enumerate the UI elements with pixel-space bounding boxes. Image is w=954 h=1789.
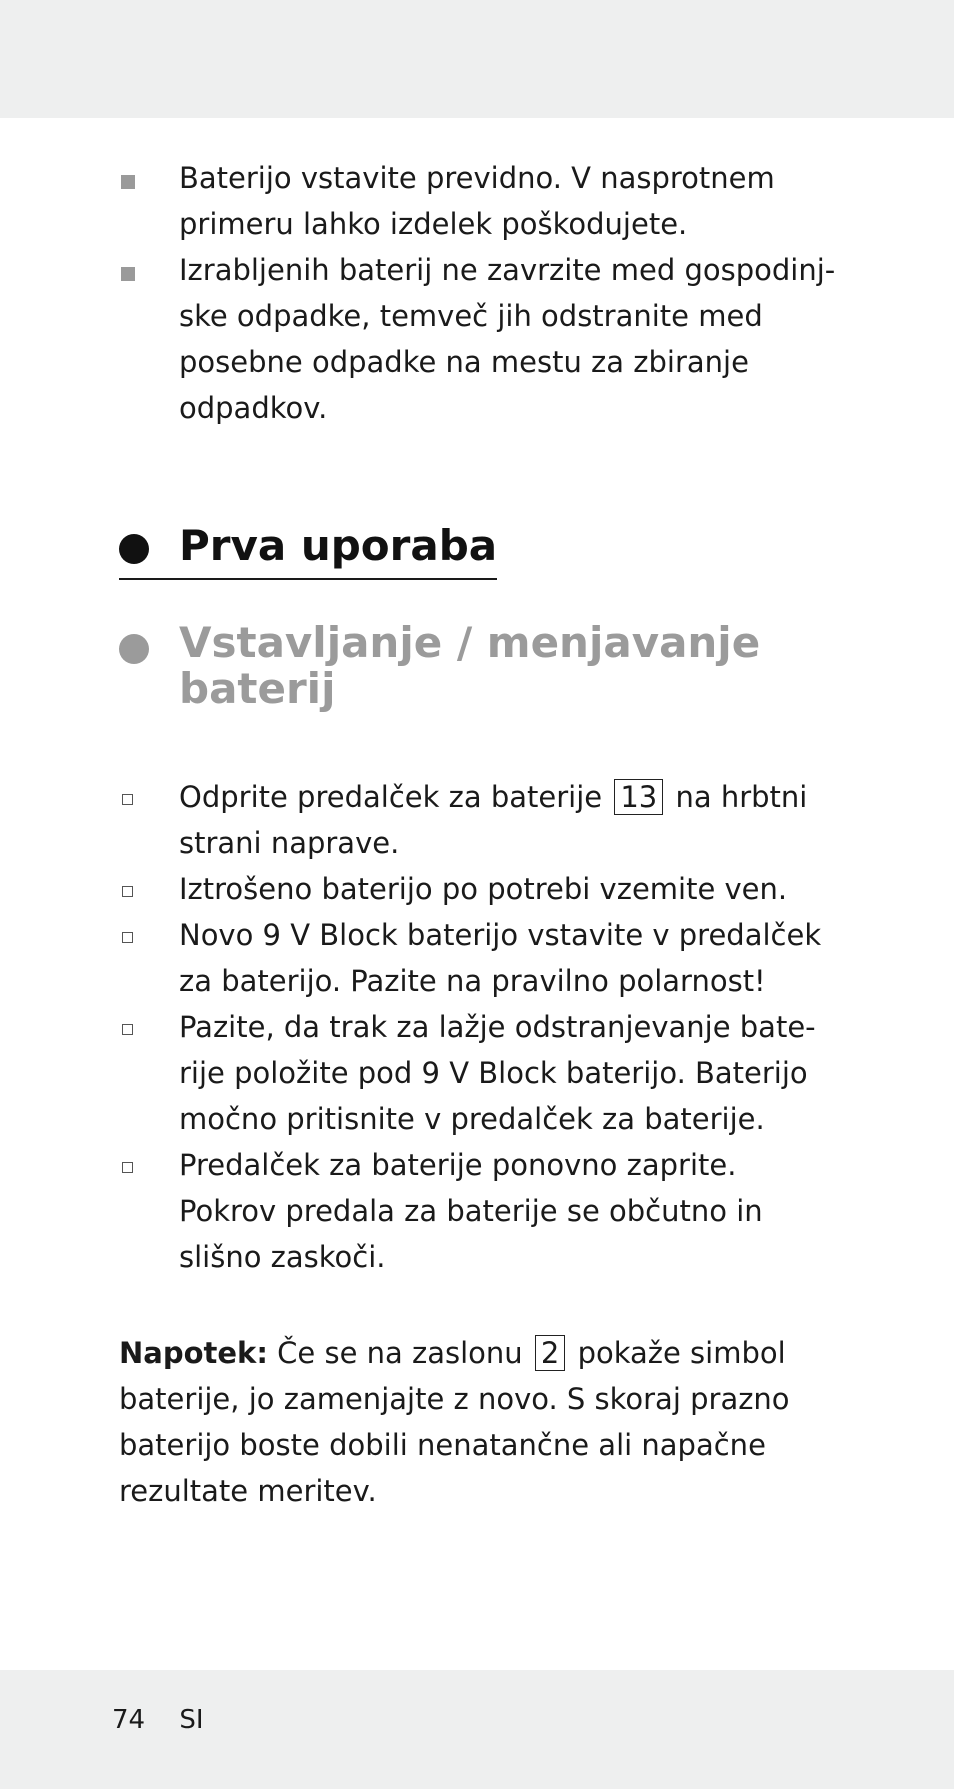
bullet-text: Izrabljenih baterij ne zavrzite med gospodinj-ske odpadke, temveč jih odstranite med posebne odpadke na mestu za zbiranje odpadkov. (179, 253, 836, 425)
checkbox-bullet-icon (122, 1162, 133, 1173)
language-code: SI (179, 1705, 204, 1735)
subsection-heading (119, 620, 839, 712)
step-item (119, 912, 839, 1004)
list-item (119, 247, 839, 431)
page-content (119, 155, 839, 1543)
reference-number: 2 (535, 1335, 565, 1371)
step-text: Iztrošeno baterijo po potrebi vzemite ven. (179, 872, 788, 906)
checkbox-bullet-icon (122, 932, 133, 943)
step-text: na hrbtni strani naprave. (179, 780, 808, 860)
subsection-title: Vstavljanje / menjavanje baterij (179, 618, 761, 713)
checkbox-bullet-icon (122, 886, 133, 897)
bullet-text: Baterijo vstavite previdno. V nasprotnem primeru lahko izdelek poškodujete. (179, 161, 775, 241)
steps-list (119, 774, 839, 1280)
black-dot-icon (119, 534, 149, 564)
step-text: Pazite, da trak za lažje odstranjevanje bate-rije položite pod 9 V Block baterijo. Baterijo močno pritisnite v predalček za baterije. (179, 1010, 816, 1136)
note-label: Napotek: (119, 1336, 268, 1370)
reference-number: 13 (614, 779, 663, 815)
note-paragraph (119, 1330, 839, 1514)
note-text: Če se na zaslonu (277, 1336, 523, 1370)
list-item (119, 155, 839, 247)
square-bullet-icon (121, 175, 135, 189)
checkbox-bullet-icon (122, 1024, 133, 1035)
section-heading (119, 520, 497, 580)
step-text: Predalček za baterije ponovno zaprite. Pokrov predala za baterije se občutno in slišno zaskoči. (179, 1148, 763, 1274)
header-band (0, 0, 954, 118)
page-number: 74 (112, 1705, 146, 1735)
step-item (119, 1004, 839, 1142)
step-item (119, 774, 839, 866)
gray-dot-icon (119, 634, 149, 664)
checkbox-bullet-icon (122, 794, 133, 805)
safety-list (119, 155, 839, 431)
step-item (119, 866, 839, 912)
step-text: Novo 9 V Block baterijo vstavite v predalček za baterijo. Pazite na pravilno polarnost! (179, 918, 822, 998)
note-text: pokaže simbol baterije, jo zamenjajte z novo. S skoraj prazno baterijo boste dobili nenatančne ali napačne rezultate meritev. (119, 1336, 790, 1508)
step-text: Odprite predalček za baterije (179, 780, 603, 814)
square-bullet-icon (121, 267, 135, 281)
section-title: Prva uporaba (179, 521, 498, 570)
page-footer (112, 1700, 230, 1740)
step-item (119, 1142, 839, 1280)
